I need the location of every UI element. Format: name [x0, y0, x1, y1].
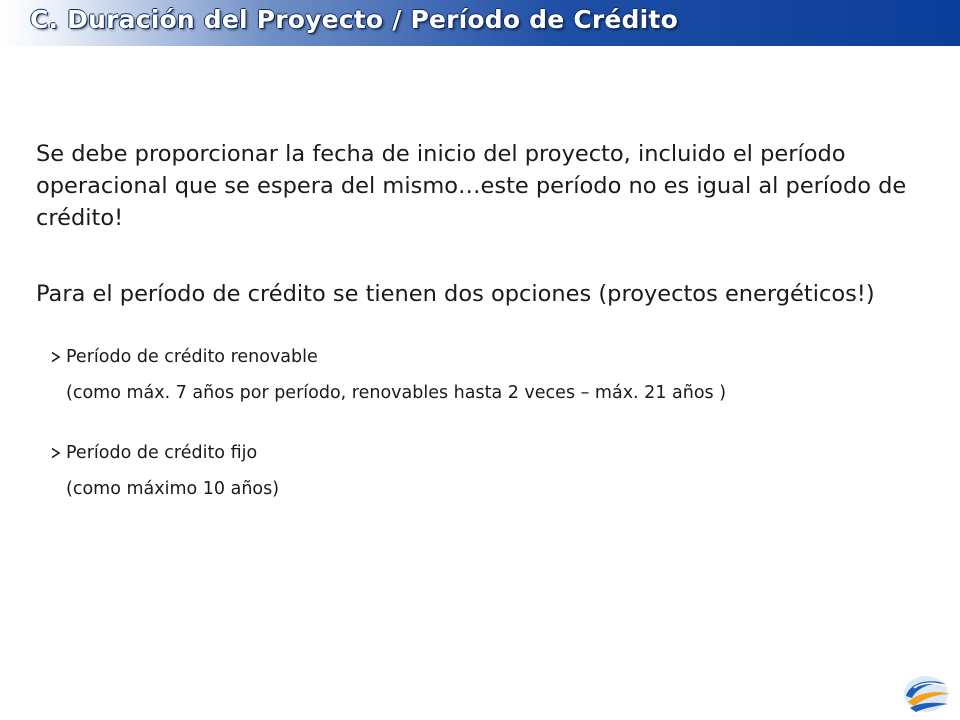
arrow-bullet-icon [50, 447, 62, 459]
bullet-line [50, 344, 936, 370]
bullet-detail: (como máximo 10 años) [66, 479, 280, 499]
bullet-label: Período de crédito fijo [66, 443, 258, 463]
bullet-line [50, 440, 936, 466]
bullet-fixed [50, 440, 936, 502]
slide-content [36, 138, 936, 502]
bullet-label: Período de crédito renovable [66, 347, 318, 367]
slide-title: C. Duración del Proyecto / Período de Crédito [30, 5, 678, 34]
bullet-detail: (como máx. 7 años por período, renovables hasta 2 veces – máx. 21 años ) [66, 383, 727, 403]
title-bar [0, 0, 960, 46]
globe-swoosh-logo-icon [900, 672, 954, 716]
paragraph-credit-options: Para el período de crédito se tienen dos opciones (proyectos energéticos!) [36, 281, 875, 307]
arrow-bullet-icon [50, 351, 62, 363]
paragraph-project-start: Se debe proporcionar la fecha de inicio del proyecto, incluido el período operacional que se espera del mismo…este período no es igual al período de crédito! [36, 141, 907, 231]
bullet-renewable [50, 344, 936, 406]
